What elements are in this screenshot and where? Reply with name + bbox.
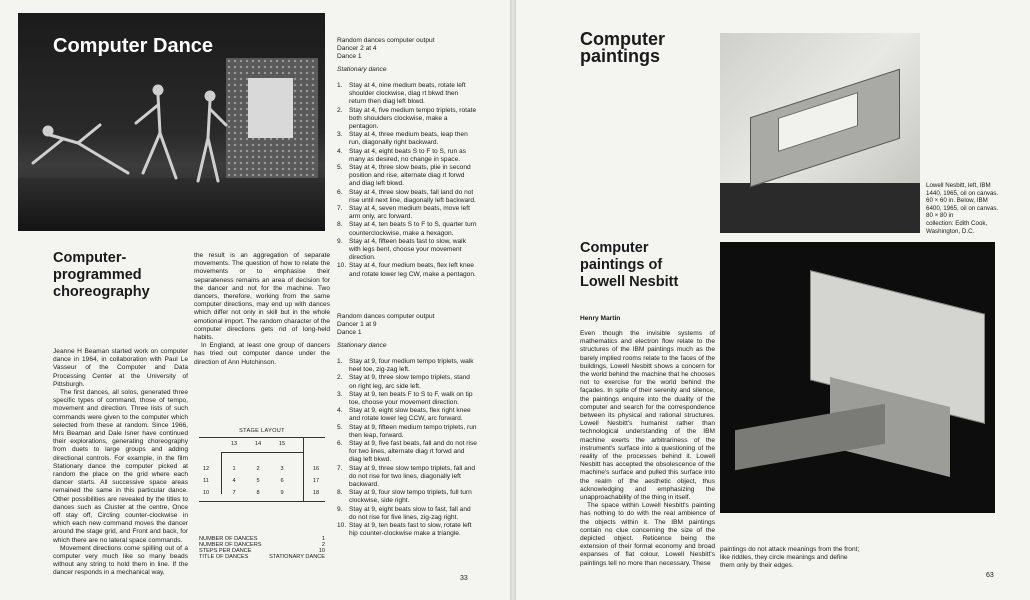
item-number: 4. — [337, 407, 343, 415]
page-number: 33 — [460, 575, 468, 582]
article-heading — [53, 250, 150, 301]
article-column-1 — [53, 348, 188, 578]
list-item — [337, 358, 477, 374]
paragraph: the result is an aggregation of separate movements. The question of how to relate the movements or to emphasise their separateness remains an area of decision for the dancer and not for the machine. Two dancers, therefore, working from the same computer directions, may end up with dances which differ not only in skill but in the whole emotional import. The random character of the computer directions gets rid of long-held habits. — [194, 252, 330, 342]
photo-title: Computer Dance — [53, 35, 214, 57]
article-column-2 — [194, 252, 330, 367]
author-name: Henry Martin — [580, 315, 621, 322]
item-text: Stay at 9, ten beats F to S to F, walk on tip toe, choose your movement direction. — [349, 390, 473, 407]
item-text: Stay at 4, ten beats S to F to S, quarter turn counterclockwise, make a hexagon. — [349, 221, 477, 237]
heading-line: Lowell Nesbitt — [580, 274, 679, 290]
left-page — [0, 0, 510, 600]
item-text: Stay at 9, eight slow beats, flex right knee and rotate lower leg CCW, arc forward. — [349, 407, 471, 423]
output-header-line: Dance 1 — [337, 329, 362, 337]
legend-label: TITLE OF DANCES — [199, 554, 249, 560]
item-text: Stay at 4, seven medium beats, move left arm only, arc forward. — [349, 205, 470, 221]
item-number: 1. — [337, 358, 343, 365]
paragraph: In England, at least one group of dancers has tried out computer dance under the direction of Ann Hutchinson. — [194, 342, 330, 366]
item-number: 1. — [337, 82, 343, 89]
list-item — [337, 164, 477, 189]
legend-row — [199, 554, 325, 560]
stage-position: 5 — [256, 478, 260, 484]
list-item — [337, 82, 477, 107]
item-number: 2. — [337, 106, 343, 114]
output-header-line: Dancer 2 at 4 — [337, 45, 377, 53]
item-number: 8. — [337, 221, 343, 229]
list-item — [337, 391, 477, 407]
stage-position: 11 — [203, 478, 209, 484]
paragraph: The first dances, all solos, generated three specific types of command, those of tempo, movement and direction. Three lists of such commands were given to the computer which selected from these at random. Since 1966, Mrs Beaman and Dale Isner have continued their explorations, generating choreography from duets to large groups and adding directional controls. For example, in the film Stationary dance the computer picked at random the place on the grid where each dancer starts. All successive space areas remained the same in this particular dance. Other possibilities are revealed by the titles to dances such as Cluster at the centre, Once off stay off, Circling counter-clockwise in which each new command moves the dancer around the stage grid, and Front and back, for which there are no lateral space commands. — [53, 389, 188, 544]
legend-label: NUMBER OF DANCERS — [199, 542, 262, 548]
list-item — [337, 238, 477, 263]
item-text: Stay at 9, five fast beats, fall and do not rise for two lines, alternate diag rt forwd and diag left bkwd. — [349, 440, 477, 464]
item-number: 6. — [337, 440, 343, 448]
item-number: 2. — [337, 374, 343, 382]
item-text: Stay at 4, five medium tempo triplets, rotate both shoulders clockwise, make a pentagon. — [349, 106, 477, 131]
stage-position: 1 — [232, 466, 236, 472]
painting-floor — [720, 183, 920, 233]
output-2-header — [337, 313, 477, 350]
legend-value: 10 — [318, 548, 325, 554]
stage-position: 10 — [202, 490, 210, 496]
stage-position: 16 — [312, 466, 320, 472]
item-number: 4. — [337, 147, 343, 155]
paragraph: paintings do not attack meanings from the front; like riddles, they circle meanings and define them only by their edges. — [720, 546, 860, 570]
paragraph: Jeanne H Beaman started work on computer dance in 1964, in collaboration with Paul Le Vasseur of the Computer and Data Processing Center at the University of Pittsburgh. — [53, 348, 188, 388]
item-number: 9. — [337, 237, 343, 245]
item-text: Stay at 9, three slow tempo triplets, stand on right leg, arc side left. — [349, 374, 470, 390]
item-number: 3. — [337, 131, 343, 139]
stage-position: 18 — [312, 490, 320, 496]
list-item — [337, 205, 477, 221]
painting-console — [735, 404, 885, 470]
list-item — [337, 440, 477, 465]
list-item — [337, 131, 477, 147]
caption-line: 6400, 1965, oil on canvas. — [926, 204, 999, 212]
list-item — [337, 489, 477, 505]
heading-line: paintings of — [580, 257, 663, 273]
item-number: 8. — [337, 489, 343, 497]
list-item — [337, 407, 477, 423]
heading-line-3: choreography — [53, 284, 150, 300]
item-text: Stay at 4, eight beats S to F to S, run as many as desired, no change in space. — [349, 147, 466, 163]
item-text: Stay at 9, four medium tempo triplets, walk heel toe, zig-zag left. — [349, 358, 474, 374]
legend-value: STATIONARY DANCE — [269, 554, 325, 560]
stage-position: 13 — [230, 441, 238, 447]
caption-line: 60 × 60 in. Below, IBM — [926, 197, 988, 205]
title-line: paintings — [580, 46, 660, 66]
legend-value: 1 — [321, 536, 325, 542]
stage-position: 6 — [280, 478, 284, 484]
item-text: Stay at 9, ten beats fast to slow, rotate left hip counter-clockwise make a triangle. — [349, 522, 472, 538]
paragraph: Movement directions come spilling out of a computer very much like so many beads without any string to hold them in line. If the dancer responds in a mechanical way, — [53, 544, 188, 577]
item-number: 7. — [337, 205, 343, 213]
output-header-line: Dance 1 — [337, 53, 362, 61]
heading-line-2: programmed — [53, 267, 142, 283]
list-item — [337, 189, 477, 205]
caption-line: collection: Edith Cook, — [926, 219, 988, 227]
item-text: Stay at 9, eight beats slow to fast, fall and do not rise for five lines, zig-zag right. — [349, 505, 471, 521]
list-item — [337, 148, 477, 164]
item-text: Stay at 4, three slow beats, fall land do not rise until next line, diagonally left backward. — [349, 188, 476, 204]
item-number: 5. — [337, 423, 343, 431]
item-number: 7. — [337, 464, 343, 472]
article-heading — [580, 240, 678, 291]
list-item — [337, 107, 477, 132]
stage-layout-title: STAGE LAYOUT — [239, 428, 285, 434]
caption-line: Washington, D.C. — [926, 227, 975, 235]
stage-legend — [199, 536, 325, 560]
article-column-1 — [580, 330, 715, 568]
list-item — [337, 522, 477, 538]
stage-position: 2 — [256, 466, 260, 472]
ibm-6400-painting — [720, 242, 995, 513]
list-item — [337, 506, 477, 522]
paragraph: The space within Lowell Nesbitt's painting has nothing to do with the real ambience of the objects within it. The IBM paintings contain no clue concerning the size of the depicted object. Reticence being the extension of their formal economy and broad expanses of flat colour, Lowell Nesbitt's paintings tell no more than necessary. These — [580, 502, 715, 567]
item-number: 6. — [337, 188, 343, 196]
list-item — [337, 465, 477, 490]
item-text: Stay at 4, three medium beats, leap then run, diagonally right backward. — [349, 131, 468, 147]
stage-position: 12 — [202, 466, 210, 472]
item-number: 10. — [337, 522, 347, 530]
output-2-list — [337, 358, 477, 538]
list-item — [337, 221, 477, 237]
stage-position: 17 — [312, 478, 320, 484]
list-item — [337, 374, 477, 390]
output-header-line: Random dances computer output — [337, 313, 435, 320]
page-number: 63 — [986, 572, 994, 579]
caption-line: Lowell Nesbitt, left, IBM — [926, 182, 991, 189]
legend-label: NUMBER OF DANCES — [199, 536, 258, 542]
grid-line — [199, 501, 325, 502]
item-number: 3. — [337, 390, 343, 398]
heading-line-1: Computer- — [53, 250, 127, 266]
item-text: Stay at 4, fifteen beats fast to slow, walk with legs bent, choose your movement direction. — [349, 237, 466, 262]
title-line: Computer — [580, 29, 665, 49]
stage-layout-diagram — [199, 428, 325, 568]
output-header-line: Dancer 1 at 9 — [337, 321, 377, 329]
paragraph: Even though the invisible systems of mathematics and electron flow relate to the structures of the IBM paintings much as the barely implied rooms relate to the faces of the buildings, Lowell Nesbitt shows a concern for the world behind the machine that he chooses not to exercise for the world behind the façades. In spite of their serenity and silence, the paintings enquire into the duality of the computer and search for the correspondence between its physical and rational structures. Lowell Nesbitt's humanist rather than technological understanding of the IBM machine exerts the arbitrariness of the instrument's surface into a questioning of the reality of the processes behind it. Lowell Nesbitt has accepted the obsolescence of the machine's surface and pulled this surface into the realm of the aesthetic object, thus acknowledging and emphasizing the unapproachability of the thing in itself. — [580, 330, 715, 502]
item-text: Stay at 4, four medium beats, flex left knee and rotate lower leg CW, make a pentagon. — [349, 262, 476, 278]
stage-position: 9 — [280, 490, 284, 496]
item-number: 9. — [337, 505, 343, 513]
section-title — [580, 31, 665, 65]
legend-value: 2 — [321, 542, 325, 548]
legend-label: STEPS PER DANCE — [199, 548, 252, 554]
grid-line — [199, 437, 325, 438]
output-subtitle: Stationary dance — [337, 341, 387, 349]
item-number: 10. — [337, 262, 347, 270]
output-1-list — [337, 82, 477, 279]
stage-position: 8 — [256, 490, 260, 496]
output-subtitle: Stationary dance — [337, 65, 387, 73]
item-number: 5. — [337, 164, 343, 172]
list-item — [337, 424, 477, 440]
stage-position: 3 — [280, 466, 284, 472]
stage-position: 15 — [278, 441, 286, 447]
item-text: Stay at 9, three slow tempo triplets, fall and do not rise for two lines, diagonally left backward. — [349, 464, 476, 489]
ibm-1440-painting — [720, 33, 920, 233]
grid-line — [221, 452, 303, 453]
item-text: Stay at 4, nine medium beats, rotate left shoulder clockwise, diag rt bkwd then return then diag left bkwd. — [349, 82, 466, 106]
output-1-header — [337, 37, 477, 74]
grid-line — [221, 452, 222, 494]
output-header-line: Random dances computer output — [337, 37, 435, 44]
painting-caption — [926, 182, 1026, 235]
heading-line: Computer — [580, 240, 649, 256]
computer-dance-photo — [18, 13, 325, 231]
caption-line: 1440, 1965, oil on canvas. — [926, 189, 999, 197]
list-item — [337, 262, 477, 278]
grid-line — [303, 437, 304, 501]
stage-position: 14 — [254, 441, 262, 447]
stage-position: 7 — [232, 490, 236, 496]
article-column-2 — [720, 546, 860, 571]
right-page — [516, 0, 1030, 600]
stage-position: 4 — [232, 478, 236, 484]
item-text: Stay at 9, fifteen medium tempo triplets, run then leap, forward. — [349, 423, 477, 439]
item-text: Stay at 4, three slow beats, plie in second position and rise, alternate diag rt forwd and diag left bkwd. — [349, 164, 471, 188]
item-text: Stay at 9, four slow tempo triplets, full turn clockwise, side right. — [349, 489, 472, 505]
caption-line: 80 × 80 in — [926, 212, 954, 220]
